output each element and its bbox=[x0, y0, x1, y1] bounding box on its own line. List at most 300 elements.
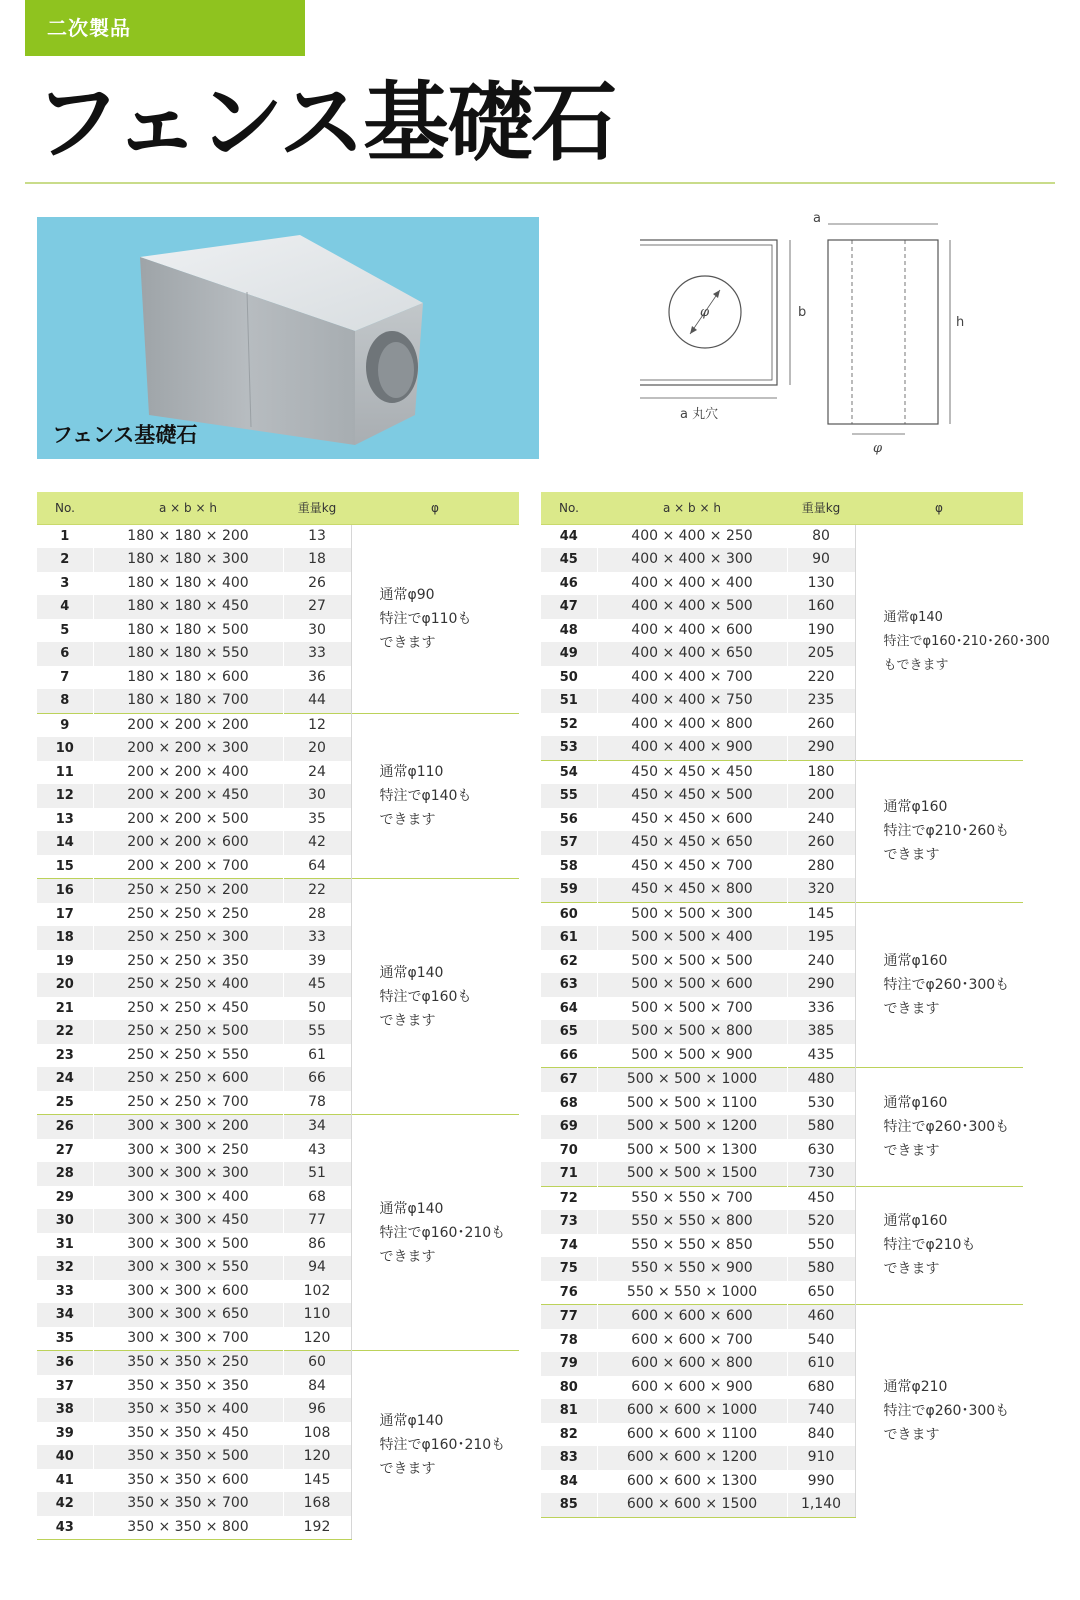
phi-note-line: 通常φ140 bbox=[379, 1413, 444, 1430]
item-dimensions: 400 × 400 × 900 bbox=[597, 736, 787, 760]
item-number: 3 bbox=[37, 572, 93, 596]
item-number: 38 bbox=[37, 1398, 93, 1422]
item-weight: 168 bbox=[283, 1492, 351, 1516]
item-number: 60 bbox=[541, 902, 597, 926]
table-row bbox=[541, 1305, 1023, 1329]
phi-note-line: 通常φ140 bbox=[379, 1200, 444, 1217]
phi-note bbox=[855, 760, 1023, 902]
phi-note-line: 特注でφ110も bbox=[379, 610, 472, 627]
item-dimensions: 300 × 300 × 550 bbox=[93, 1256, 283, 1280]
item-weight: 33 bbox=[283, 642, 351, 666]
item-number: 9 bbox=[37, 713, 93, 737]
table-row bbox=[541, 524, 1023, 548]
item-dimensions: 600 × 600 × 600 bbox=[597, 1305, 787, 1329]
item-number: 64 bbox=[541, 997, 597, 1021]
item-number: 52 bbox=[541, 713, 597, 737]
phi-note-line: 特注でφ140も bbox=[379, 787, 472, 804]
item-weight: 336 bbox=[787, 997, 855, 1021]
item-weight: 280 bbox=[787, 855, 855, 879]
item-dimensions: 550 × 550 × 900 bbox=[597, 1257, 787, 1281]
phi-note-line: 特注でφ160･210も bbox=[379, 1224, 506, 1241]
item-weight: 102 bbox=[283, 1280, 351, 1304]
item-weight: 36 bbox=[283, 666, 351, 690]
item-dimensions: 200 × 200 × 300 bbox=[93, 737, 283, 761]
item-dimensions: 400 × 400 × 700 bbox=[597, 666, 787, 690]
item-number: 51 bbox=[541, 689, 597, 713]
item-number: 78 bbox=[541, 1329, 597, 1353]
item-number: 58 bbox=[541, 855, 597, 879]
item-weight: 77 bbox=[283, 1209, 351, 1233]
item-weight: 160 bbox=[787, 595, 855, 619]
item-number: 28 bbox=[37, 1162, 93, 1186]
item-number: 49 bbox=[541, 642, 597, 666]
table-row bbox=[37, 1351, 519, 1375]
item-number: 39 bbox=[37, 1422, 93, 1446]
item-weight: 22 bbox=[283, 879, 351, 903]
phi-note-line: できます bbox=[883, 1000, 940, 1017]
item-dimensions: 300 × 300 × 650 bbox=[93, 1303, 283, 1327]
phi-note-line: できます bbox=[379, 1012, 436, 1029]
item-number: 12 bbox=[37, 784, 93, 808]
phi-note-line: できます bbox=[379, 1248, 436, 1265]
item-dimensions: 350 × 350 × 700 bbox=[93, 1492, 283, 1516]
item-number: 27 bbox=[37, 1139, 93, 1163]
item-weight: 60 bbox=[283, 1351, 351, 1375]
item-weight: 110 bbox=[283, 1303, 351, 1327]
label-h: h bbox=[956, 315, 965, 330]
item-weight: 580 bbox=[787, 1257, 855, 1281]
item-number: 6 bbox=[37, 642, 93, 666]
item-dimensions: 300 × 300 × 500 bbox=[93, 1233, 283, 1257]
item-number: 59 bbox=[541, 878, 597, 902]
item-dimensions: 450 × 450 × 700 bbox=[597, 855, 787, 879]
header-dims: a × b × h bbox=[597, 492, 787, 524]
item-weight: 80 bbox=[787, 524, 855, 548]
phi-note bbox=[351, 1351, 519, 1540]
item-weight: 120 bbox=[283, 1445, 351, 1469]
item-weight: 145 bbox=[283, 1469, 351, 1493]
item-number: 19 bbox=[37, 950, 93, 974]
item-dimensions: 600 × 600 × 900 bbox=[597, 1376, 787, 1400]
label-a-bottom: a 丸穴 bbox=[680, 407, 719, 422]
item-number: 23 bbox=[37, 1044, 93, 1068]
item-dimensions: 550 × 550 × 700 bbox=[597, 1186, 787, 1210]
item-number: 13 bbox=[37, 808, 93, 832]
phi-note-line: 特注でφ260･300も bbox=[883, 976, 1010, 993]
item-dimensions: 500 × 500 × 1100 bbox=[597, 1092, 787, 1116]
item-number: 43 bbox=[37, 1516, 93, 1540]
item-number: 34 bbox=[37, 1303, 93, 1327]
item-number: 73 bbox=[541, 1210, 597, 1234]
phi-note bbox=[351, 1115, 519, 1351]
phi-note-line: できます bbox=[379, 811, 436, 828]
item-weight: 50 bbox=[283, 997, 351, 1021]
phi-note bbox=[855, 1186, 1023, 1305]
item-number: 17 bbox=[37, 903, 93, 927]
item-dimensions: 180 × 180 × 400 bbox=[93, 572, 283, 596]
table-row bbox=[541, 760, 1023, 784]
item-number: 72 bbox=[541, 1186, 597, 1210]
item-weight: 34 bbox=[283, 1115, 351, 1139]
header-no: No. bbox=[541, 492, 597, 524]
item-number: 5 bbox=[37, 619, 93, 643]
item-dimensions: 250 × 250 × 200 bbox=[93, 879, 283, 903]
phi-note-line: 通常φ90 bbox=[379, 586, 435, 603]
phi-note-line: できます bbox=[379, 1461, 436, 1478]
phi-note-line: 特注でφ210･260も bbox=[883, 823, 1010, 839]
item-dimensions: 250 × 250 × 500 bbox=[93, 1020, 283, 1044]
item-number: 30 bbox=[37, 1209, 93, 1233]
item-number: 68 bbox=[541, 1092, 597, 1116]
item-weight: 990 bbox=[787, 1470, 855, 1494]
table-row bbox=[37, 879, 519, 903]
item-number: 55 bbox=[541, 784, 597, 808]
item-dimensions: 200 × 200 × 400 bbox=[93, 761, 283, 785]
item-dimensions: 600 × 600 × 700 bbox=[597, 1329, 787, 1353]
phi-note-line: 通常φ160 bbox=[883, 952, 948, 969]
phi-note-line: 特注でφ160も bbox=[379, 988, 472, 1005]
item-weight: 78 bbox=[283, 1091, 351, 1115]
item-number: 71 bbox=[541, 1162, 597, 1186]
phi-note-line: 通常φ110 bbox=[379, 763, 444, 780]
phi-note bbox=[855, 1305, 1023, 1518]
item-number: 41 bbox=[37, 1469, 93, 1493]
table-row bbox=[37, 713, 519, 737]
item-number: 21 bbox=[37, 997, 93, 1021]
item-dimensions: 180 × 180 × 550 bbox=[93, 642, 283, 666]
phi-note-line: 通常φ140 bbox=[379, 964, 444, 981]
header-dims: a × b × h bbox=[93, 492, 283, 524]
item-number: 67 bbox=[541, 1068, 597, 1092]
item-number: 42 bbox=[37, 1492, 93, 1516]
item-dimensions: 250 × 250 × 300 bbox=[93, 926, 283, 950]
item-dimensions: 400 × 400 × 400 bbox=[597, 572, 787, 596]
phi-note-line: できます bbox=[883, 1427, 940, 1443]
item-number: 57 bbox=[541, 831, 597, 855]
item-weight: 39 bbox=[283, 950, 351, 974]
item-number: 84 bbox=[541, 1470, 597, 1494]
item-dimensions: 300 × 300 × 250 bbox=[93, 1139, 283, 1163]
item-weight: 550 bbox=[787, 1234, 855, 1258]
item-dimensions: 400 × 400 × 800 bbox=[597, 713, 787, 737]
header-weight: 重量kg bbox=[283, 492, 351, 524]
item-number: 81 bbox=[541, 1399, 597, 1423]
item-dimensions: 500 × 500 × 800 bbox=[597, 1020, 787, 1044]
item-weight: 145 bbox=[787, 902, 855, 926]
phi-note-line: 通常φ160 bbox=[883, 1094, 948, 1111]
item-dimensions: 500 × 500 × 1500 bbox=[597, 1162, 787, 1186]
item-weight: 910 bbox=[787, 1446, 855, 1470]
item-number: 61 bbox=[541, 926, 597, 950]
item-dimensions: 250 × 250 × 550 bbox=[93, 1044, 283, 1068]
item-dimensions: 250 × 250 × 600 bbox=[93, 1067, 283, 1091]
item-weight: 610 bbox=[787, 1352, 855, 1376]
item-number: 10 bbox=[37, 737, 93, 761]
item-number: 62 bbox=[541, 950, 597, 974]
item-number: 75 bbox=[541, 1257, 597, 1281]
item-number: 45 bbox=[541, 548, 597, 572]
item-weight: 130 bbox=[787, 572, 855, 596]
phi-note-line: 通常φ160 bbox=[883, 799, 948, 815]
item-weight: 20 bbox=[283, 737, 351, 761]
phi-note-line: できます bbox=[883, 1261, 940, 1278]
item-number: 4 bbox=[37, 595, 93, 619]
spec-table-right bbox=[541, 492, 1050, 1518]
item-dimensions: 250 × 250 × 350 bbox=[93, 950, 283, 974]
item-dimensions: 200 × 200 × 200 bbox=[93, 713, 283, 737]
item-dimensions: 600 × 600 × 1000 bbox=[597, 1399, 787, 1423]
item-weight: 68 bbox=[283, 1186, 351, 1210]
item-dimensions: 200 × 200 × 600 bbox=[93, 831, 283, 855]
phi-note-line: できます bbox=[883, 1142, 940, 1159]
header-phi: φ bbox=[855, 492, 1023, 524]
item-number: 80 bbox=[541, 1376, 597, 1400]
item-weight: 235 bbox=[787, 689, 855, 713]
item-weight: 28 bbox=[283, 903, 351, 927]
phi-note bbox=[855, 1068, 1023, 1187]
item-dimensions: 500 × 500 × 300 bbox=[597, 902, 787, 926]
item-weight: 195 bbox=[787, 926, 855, 950]
item-weight: 460 bbox=[787, 1305, 855, 1329]
phi-note-line: 通常φ210 bbox=[883, 1379, 948, 1395]
photo-caption: フェンス基礎石 bbox=[52, 423, 198, 447]
phi-note-line: 特注でφ160･210も bbox=[379, 1437, 506, 1454]
phi-note bbox=[351, 879, 519, 1115]
item-dimensions: 550 × 550 × 800 bbox=[597, 1210, 787, 1234]
item-weight: 12 bbox=[283, 713, 351, 737]
item-dimensions: 500 × 500 × 500 bbox=[597, 950, 787, 974]
item-number: 74 bbox=[541, 1234, 597, 1258]
item-number: 69 bbox=[541, 1115, 597, 1139]
item-number: 26 bbox=[37, 1115, 93, 1139]
item-dimensions: 180 × 180 × 600 bbox=[93, 666, 283, 690]
item-weight: 240 bbox=[787, 950, 855, 974]
label-phi-hole: φ bbox=[700, 305, 710, 320]
item-weight: 18 bbox=[283, 548, 351, 572]
item-dimensions: 200 × 200 × 450 bbox=[93, 784, 283, 808]
item-dimensions: 400 × 400 × 250 bbox=[597, 524, 787, 548]
item-number: 24 bbox=[37, 1067, 93, 1091]
item-number: 48 bbox=[541, 619, 597, 643]
item-dimensions: 500 × 500 × 1000 bbox=[597, 1068, 787, 1092]
item-dimensions: 400 × 400 × 300 bbox=[597, 548, 787, 572]
item-number: 79 bbox=[541, 1352, 597, 1376]
item-number: 44 bbox=[541, 524, 597, 548]
item-dimensions: 450 × 450 × 800 bbox=[597, 878, 787, 902]
item-dimensions: 450 × 450 × 650 bbox=[597, 831, 787, 855]
item-number: 83 bbox=[541, 1446, 597, 1470]
item-number: 53 bbox=[541, 736, 597, 760]
item-weight: 61 bbox=[283, 1044, 351, 1068]
item-weight: 385 bbox=[787, 1020, 855, 1044]
item-weight: 220 bbox=[787, 666, 855, 690]
item-dimensions: 350 × 350 × 350 bbox=[93, 1375, 283, 1399]
item-number: 76 bbox=[541, 1281, 597, 1305]
page-title: フェンス基礎石 bbox=[34, 73, 616, 173]
table-row bbox=[541, 902, 1023, 926]
item-weight: 30 bbox=[283, 619, 351, 643]
table-row bbox=[37, 1115, 519, 1139]
item-dimensions: 600 × 600 × 1500 bbox=[597, 1493, 787, 1517]
item-number: 46 bbox=[541, 572, 597, 596]
item-dimensions: 500 × 500 × 900 bbox=[597, 1044, 787, 1068]
item-weight: 290 bbox=[787, 736, 855, 760]
item-dimensions: 500 × 500 × 400 bbox=[597, 926, 787, 950]
table-row bbox=[37, 524, 519, 548]
label-a-top: a bbox=[813, 211, 821, 226]
item-weight: 205 bbox=[787, 642, 855, 666]
item-weight: 30 bbox=[283, 784, 351, 808]
item-dimensions: 300 × 300 × 400 bbox=[93, 1186, 283, 1210]
item-number: 20 bbox=[37, 973, 93, 997]
item-dimensions: 600 × 600 × 1100 bbox=[597, 1423, 787, 1447]
item-dimensions: 500 × 500 × 700 bbox=[597, 997, 787, 1021]
item-weight: 66 bbox=[283, 1067, 351, 1091]
item-weight: 450 bbox=[787, 1186, 855, 1210]
item-dimensions: 500 × 500 × 1200 bbox=[597, 1115, 787, 1139]
item-dimensions: 400 × 400 × 600 bbox=[597, 619, 787, 643]
item-weight: 260 bbox=[787, 831, 855, 855]
item-weight: 190 bbox=[787, 619, 855, 643]
product-photo bbox=[37, 217, 539, 459]
category-tag: 二次製品 bbox=[25, 0, 305, 56]
item-dimensions: 180 × 180 × 450 bbox=[93, 595, 283, 619]
item-number: 14 bbox=[37, 831, 93, 855]
item-number: 77 bbox=[541, 1305, 597, 1329]
item-weight: 90 bbox=[787, 548, 855, 572]
item-weight: 24 bbox=[283, 761, 351, 785]
item-weight: 530 bbox=[787, 1092, 855, 1116]
item-weight: 180 bbox=[787, 760, 855, 784]
phi-note-line: できます bbox=[883, 847, 940, 863]
item-dimensions: 550 × 550 × 850 bbox=[597, 1234, 787, 1258]
item-weight: 94 bbox=[283, 1256, 351, 1280]
item-dimensions: 300 × 300 × 600 bbox=[93, 1280, 283, 1304]
item-weight: 680 bbox=[787, 1376, 855, 1400]
item-weight: 480 bbox=[787, 1068, 855, 1092]
item-number: 25 bbox=[37, 1091, 93, 1115]
item-weight: 840 bbox=[787, 1423, 855, 1447]
item-dimensions: 350 × 350 × 600 bbox=[93, 1469, 283, 1493]
item-dimensions: 500 × 500 × 1300 bbox=[597, 1139, 787, 1163]
item-weight: 240 bbox=[787, 808, 855, 832]
item-number: 22 bbox=[37, 1020, 93, 1044]
item-dimensions: 450 × 450 × 500 bbox=[597, 784, 787, 808]
item-number: 33 bbox=[37, 1280, 93, 1304]
item-weight: 1,140 bbox=[787, 1493, 855, 1517]
item-weight: 260 bbox=[787, 713, 855, 737]
item-dimensions: 400 × 400 × 750 bbox=[597, 689, 787, 713]
item-dimensions: 400 × 400 × 650 bbox=[597, 642, 787, 666]
item-weight: 290 bbox=[787, 973, 855, 997]
item-number: 65 bbox=[541, 1020, 597, 1044]
item-weight: 13 bbox=[283, 524, 351, 548]
item-dimensions: 400 × 400 × 500 bbox=[597, 595, 787, 619]
item-dimensions: 300 × 300 × 450 bbox=[93, 1209, 283, 1233]
item-dimensions: 350 × 350 × 400 bbox=[93, 1398, 283, 1422]
phi-note-line: 特注でφ260･300も bbox=[883, 1118, 1010, 1135]
item-dimensions: 180 × 180 × 200 bbox=[93, 524, 283, 548]
label-b: b bbox=[798, 305, 807, 320]
item-dimensions: 300 × 300 × 200 bbox=[93, 1115, 283, 1139]
item-number: 66 bbox=[541, 1044, 597, 1068]
item-number: 35 bbox=[37, 1327, 93, 1351]
phi-note-line: 特注でφ210も bbox=[883, 1237, 976, 1254]
phi-note bbox=[351, 524, 519, 713]
item-weight: 192 bbox=[283, 1516, 351, 1540]
item-dimensions: 250 × 250 × 450 bbox=[93, 997, 283, 1021]
item-weight: 44 bbox=[283, 689, 351, 713]
item-number: 11 bbox=[37, 761, 93, 785]
phi-note bbox=[351, 713, 519, 879]
item-weight: 580 bbox=[787, 1115, 855, 1139]
item-weight: 84 bbox=[283, 1375, 351, 1399]
item-weight: 55 bbox=[283, 1020, 351, 1044]
table-row bbox=[541, 1068, 1023, 1092]
item-dimensions: 600 × 600 × 1300 bbox=[597, 1470, 787, 1494]
item-dimensions: 250 × 250 × 400 bbox=[93, 973, 283, 997]
item-number: 40 bbox=[37, 1445, 93, 1469]
item-dimensions: 350 × 350 × 800 bbox=[93, 1516, 283, 1540]
item-dimensions: 350 × 350 × 450 bbox=[93, 1422, 283, 1446]
item-number: 8 bbox=[37, 689, 93, 713]
phi-note-line: もできます bbox=[883, 658, 949, 673]
item-weight: 42 bbox=[283, 831, 351, 855]
item-number: 1 bbox=[37, 524, 93, 548]
item-number: 2 bbox=[37, 548, 93, 572]
item-number: 47 bbox=[541, 595, 597, 619]
item-weight: 43 bbox=[283, 1139, 351, 1163]
item-dimensions: 250 × 250 × 700 bbox=[93, 1091, 283, 1115]
item-dimensions: 180 × 180 × 300 bbox=[93, 548, 283, 572]
side-view bbox=[828, 240, 938, 424]
item-number: 36 bbox=[37, 1351, 93, 1375]
item-dimensions: 300 × 300 × 300 bbox=[93, 1162, 283, 1186]
item-weight: 120 bbox=[283, 1327, 351, 1351]
item-weight: 650 bbox=[787, 1281, 855, 1305]
item-number: 29 bbox=[37, 1186, 93, 1210]
item-dimensions: 500 × 500 × 600 bbox=[597, 973, 787, 997]
item-weight: 520 bbox=[787, 1210, 855, 1234]
item-weight: 27 bbox=[283, 595, 351, 619]
spec-table-left bbox=[37, 492, 519, 1540]
item-number: 31 bbox=[37, 1233, 93, 1257]
item-dimensions: 450 × 450 × 600 bbox=[597, 808, 787, 832]
item-weight: 96 bbox=[283, 1398, 351, 1422]
item-number: 7 bbox=[37, 666, 93, 690]
phi-note-line: できます bbox=[379, 634, 436, 651]
item-dimensions: 250 × 250 × 250 bbox=[93, 903, 283, 927]
item-weight: 730 bbox=[787, 1162, 855, 1186]
header-weight: 重量kg bbox=[787, 492, 855, 524]
item-number: 85 bbox=[541, 1493, 597, 1517]
item-dimensions: 600 × 600 × 800 bbox=[597, 1352, 787, 1376]
item-weight: 35 bbox=[283, 808, 351, 832]
item-weight: 435 bbox=[787, 1044, 855, 1068]
item-number: 70 bbox=[541, 1139, 597, 1163]
title-divider bbox=[25, 182, 1055, 184]
item-weight: 51 bbox=[283, 1162, 351, 1186]
item-dimensions: 200 × 200 × 700 bbox=[93, 855, 283, 879]
item-number: 50 bbox=[541, 666, 597, 690]
item-number: 18 bbox=[37, 926, 93, 950]
item-dimensions: 180 × 180 × 700 bbox=[93, 689, 283, 713]
item-number: 56 bbox=[541, 808, 597, 832]
item-weight: 540 bbox=[787, 1329, 855, 1353]
item-weight: 108 bbox=[283, 1422, 351, 1446]
item-weight: 630 bbox=[787, 1139, 855, 1163]
item-dimensions: 600 × 600 × 1200 bbox=[597, 1446, 787, 1470]
